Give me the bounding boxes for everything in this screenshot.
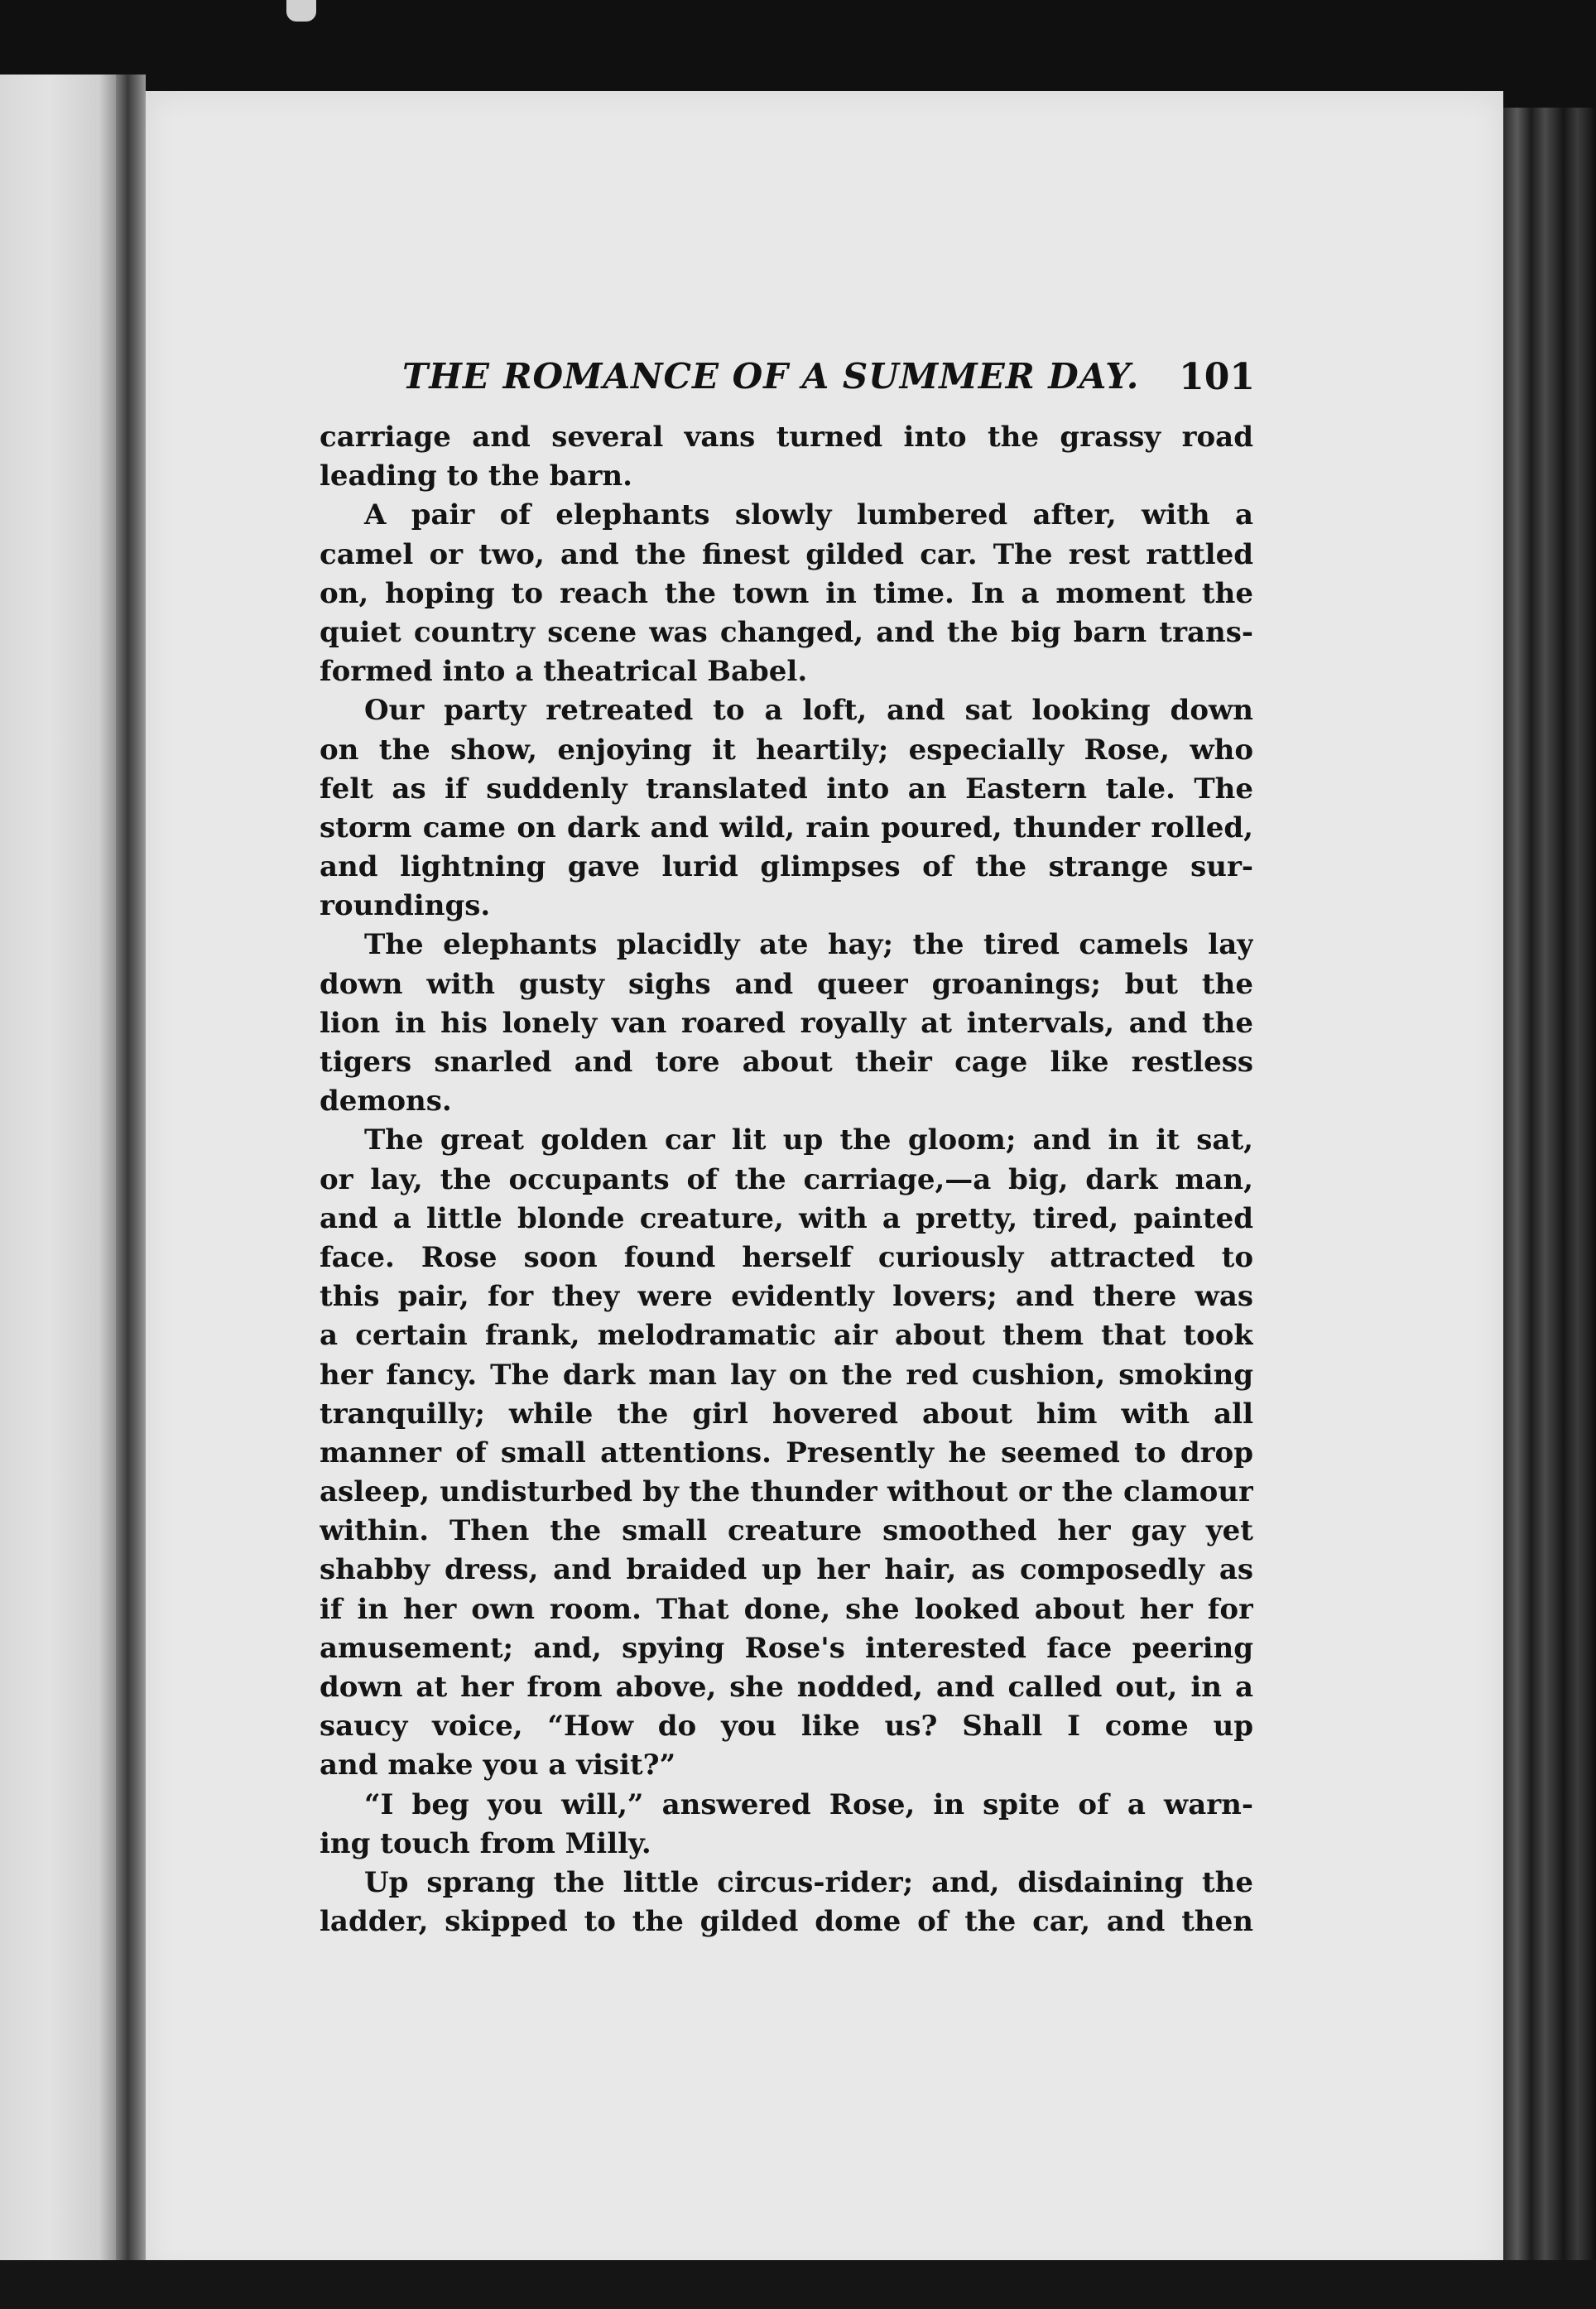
text-line: ing touch from Milly.	[320, 1826, 651, 1860]
facing-page-edge	[0, 75, 124, 2268]
text-line: amusement; and, spying Rose's interested face peering	[320, 1631, 1253, 1665]
text-line: face. Rose soon found herself curiously attracted to	[320, 1240, 1253, 1274]
text-line: or lay, the occupants of the carriage,—a big, dark man,	[320, 1162, 1253, 1196]
text-line: carriage and several vans turned into the grassy road	[320, 421, 1253, 454]
text-line: formed into a theatrical Babel.	[320, 655, 808, 689]
text-line: tranquilly; while the girl hovered about him with all	[320, 1397, 1253, 1431]
text-line: ladder, skipped to the gilded dome of the car, and then	[320, 1905, 1253, 1939]
text-line: felt as if suddenly translated into an Eastern tale. The	[320, 772, 1253, 806]
text-line: manner of small attentions. Presently he seemed to drop	[320, 1436, 1253, 1470]
running-head	[402, 356, 1255, 409]
text-line: saucy voice, “How do you like us? Shall I come up	[320, 1710, 1253, 1744]
text-line: Up sprang the little circus-rider; and, disdaining the	[364, 1865, 1253, 1899]
text-line: down with gusty sighs and queer groanings; but the	[320, 967, 1253, 1001]
text-line: if in her own room. That done, she looked about her for	[320, 1592, 1253, 1626]
text-line: this pair, for they were evidently lovers; and there was	[320, 1280, 1253, 1314]
text-line: leading to the barn.	[320, 459, 632, 493]
text-line: A pair of elephants slowly lumbered after, with a	[364, 498, 1253, 532]
text-line: and a little blonde creature, with a pretty, tired, painted	[320, 1201, 1253, 1235]
page-stack-edge	[1503, 108, 1596, 2277]
running-title: THE ROMANCE OF A SUMMER DAY.	[402, 356, 1140, 397]
text-line: The great golden car lit up the gloom; and in it sat,	[364, 1123, 1253, 1157]
text-line: asleep, undisturbed by the thunder without or the clamour	[320, 1475, 1253, 1509]
text-line: lion in his lonely van roared royally at intervals, and the	[320, 1006, 1253, 1040]
text-line: and lightning gave lurid glimpses of the strange sur-	[320, 850, 1253, 884]
page-number: 101	[1179, 356, 1255, 398]
text-line: quiet country scene was changed, and the big barn trans-	[320, 615, 1253, 649]
text-line: her fancy. The dark man lay on the red cushion, smoking	[320, 1358, 1253, 1392]
text-line: demons.	[320, 1085, 452, 1118]
text-line: The elephants placidly ate hay; the tired camels lay	[364, 928, 1253, 962]
text-line: “I beg you will,” answered Rose, in spite of a warn-	[364, 1787, 1253, 1821]
text-line: and make you a visit?”	[320, 1749, 676, 1782]
text-line: within. Then the small creature smoothed her gay yet	[320, 1514, 1253, 1548]
text-line: on the show, enjoying it heartily; especially Rose, who	[320, 733, 1253, 767]
scan-bottom-edge	[0, 2260, 1596, 2309]
text-line: shabby dress, and braided up her hair, as composedly as	[320, 1553, 1253, 1587]
body-text	[320, 418, 1253, 1941]
text-line: tigers snarled and tore about their cage like restless	[320, 1046, 1253, 1079]
text-line: a certain frank, melodramatic air about them that took	[320, 1319, 1253, 1353]
text-line: storm came on dark and wild, rain poured, thunder rolled,	[320, 811, 1253, 844]
text-line: Our party retreated to a loft, and sat looking down	[364, 694, 1253, 728]
text-line: roundings.	[320, 889, 491, 923]
text-line: down at her from above, she nodded, and called out, in a	[320, 1671, 1253, 1704]
book-gutter	[116, 75, 146, 2277]
text-line: camel or two, and the finest gilded car. The rest rattled	[320, 537, 1253, 571]
scan-artifact	[286, 0, 316, 22]
text-line: on, hoping to reach the town in time. In a moment the	[320, 576, 1253, 610]
